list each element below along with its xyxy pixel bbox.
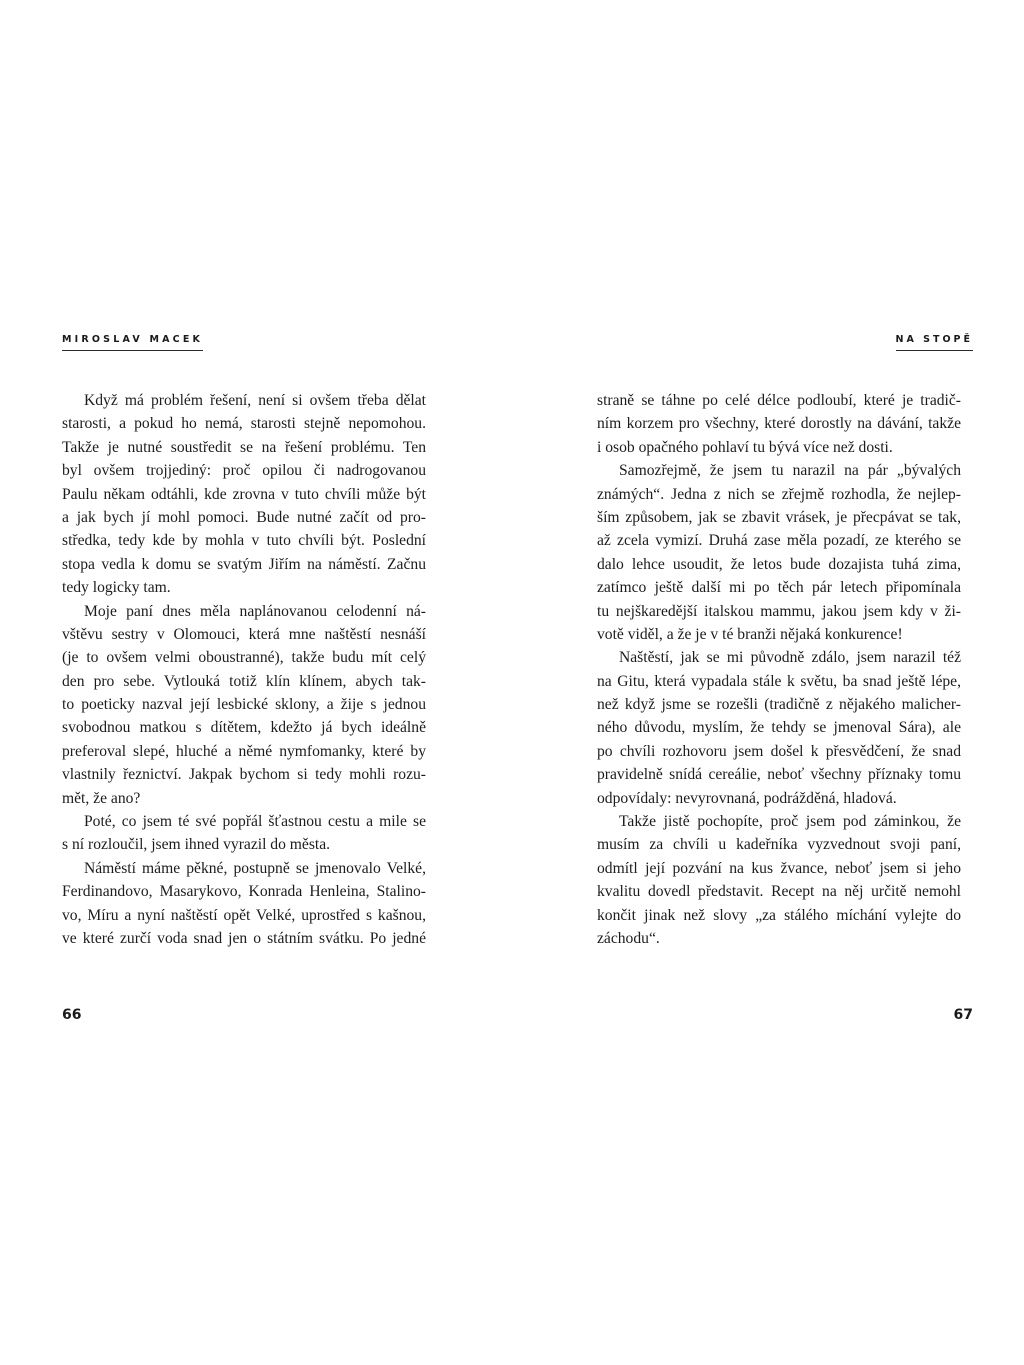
right-page bbox=[512, 0, 1024, 1365]
text-line: odmítl její pozvání na kus žvance, neboť jsem si jeho bbox=[597, 859, 961, 877]
text-line: známých“. Jedna z nich se zřejmě rozhodla, že nejlep- bbox=[597, 485, 961, 503]
text-line: zatímco ještě další mi po těch pár letech připomínala bbox=[597, 579, 961, 597]
text-line: pravidelně snídá cereálie, neboť všechny příznaky tomu bbox=[597, 766, 961, 784]
text-line: kvalitu dovedl představit. Recept na něj určitě nemohl bbox=[597, 883, 961, 901]
text-line: votě viděl, a že je v té branži nějaká konkurence! bbox=[597, 625, 903, 643]
text-line: stopa vedla k domu se svatým Jiřím na náměstí. Začnu bbox=[62, 555, 426, 573]
left-page-body-text bbox=[62, 389, 426, 950]
text-line: Takže je nutné soustředit se na řešení problému. Ten bbox=[62, 438, 426, 456]
text-line: vštěvu sestry v Olomouci, která mne naštěstí nesnáší bbox=[62, 625, 426, 643]
text-line: Samozřejmě, že jsem tu narazil na pár „bývalých bbox=[619, 462, 961, 480]
text-line: končit jinak než slovy „za stálého míchání vylejte do bbox=[597, 906, 961, 924]
page-number-right: 67 bbox=[953, 1007, 973, 1023]
text-line: než když jsme se rozešli (tradičně z nějakého malicher- bbox=[597, 696, 961, 714]
text-line: Ferdinandovo, Masarykovo, Konrada Henleina, Stalino- bbox=[62, 883, 426, 901]
text-line: na Gitu, která vypadala stále k světu, ba snad ještě lépe, bbox=[597, 672, 961, 690]
text-line: Takže jistě pochopíte, proč jsem pod záminkou, že bbox=[619, 813, 961, 831]
text-line: tu nejškaredější italskou mammu, jakou jsem kdy v ži- bbox=[597, 602, 961, 620]
text-line: mět, že ano? bbox=[62, 789, 141, 807]
text-line: a jak bych jí mohl pomoci. Bude nutné začít od pro- bbox=[62, 508, 426, 526]
text-line: vlastnily řeznictví. Jakpak bychom si tedy mohli rozu- bbox=[62, 766, 426, 784]
text-line: Paulu někam odtáhli, kde zrovna v tuto chvíli může být bbox=[62, 485, 426, 503]
text-line: po chvíli rozhovoru jsem došel k přesvědčení, že snad bbox=[597, 742, 961, 760]
text-line: ním korzem pro všechny, které dorostly na dávání, takže bbox=[597, 415, 961, 433]
text-line: starosti, a pokud ho nemá, starosti stejně nepomohou. bbox=[62, 415, 426, 433]
text-line: to poeticky nazval její lesbické sklony, a žije s jednou bbox=[62, 696, 426, 714]
text-line: středka, tedy kde by mohla v tuto chvíli být. Poslední bbox=[62, 532, 426, 550]
text-line: tedy logicky tam. bbox=[62, 579, 171, 597]
text-line: den pro sebe. Vytlouká totiž klín klínem, abych tak- bbox=[62, 672, 426, 690]
page-number-left: 66 bbox=[62, 1007, 82, 1023]
text-line: záchodu“. bbox=[597, 929, 660, 947]
text-line: dalo lehce usoudit, že letos bude dozajista tuhá zima, bbox=[597, 555, 961, 573]
text-line: Náměstí máme pěkné, postupně se jmenovalo Velké, bbox=[84, 859, 426, 877]
right-page-body-text bbox=[597, 389, 961, 950]
text-line: byl ovšem trojjediný: proč opilou či nadrogovanou bbox=[62, 462, 426, 480]
text-line: Naštěstí, jak se mi původně zdálo, jsem narazil též bbox=[619, 649, 961, 667]
text-line: Poté, co jsem té své popřál šťastnou cestu a mile se bbox=[84, 813, 426, 831]
text-line: odpovídaly: nevyrovnaná, podrážděná, hladová. bbox=[597, 789, 897, 807]
text-line: ného důvodu, myslím, že tehdy se jmenoval Sára), ale bbox=[597, 719, 961, 737]
text-line: Moje paní dnes měla naplánovanou celodenní ná- bbox=[84, 602, 426, 620]
text-line: Když má problém řešení, není si ovšem třeba dělat bbox=[84, 392, 426, 409]
text-line: s ní rozloučil, jsem ihned vyrazil do města. bbox=[62, 836, 331, 854]
text-line: i osob opačného pohlaví tu bývá více než dosti. bbox=[597, 438, 893, 456]
running-head-author: MIROSLAV MACEK bbox=[62, 334, 203, 351]
text-line: musím za chvíli u kadeřníka vyzvednout svoji paní, bbox=[597, 836, 961, 854]
text-line: až zcela vymizí. Druhá zase měla pozadí, ze kterého se bbox=[597, 532, 961, 550]
text-line: ším způsobem, jak se zbavit vrásek, je přecpávat se tak, bbox=[597, 508, 961, 526]
text-line: straně se táhne po celé délce podloubí, které je tradič- bbox=[597, 392, 961, 409]
text-line: vo, Míru a nyní naštěstí opět Velké, uprostřed s kašnou, bbox=[62, 906, 426, 924]
text-line: ve které zurčí voda snad jen o státním svátku. Po jedné bbox=[62, 929, 426, 947]
text-line: (je to ovšem velmi oboustranné), takže budu mít celý bbox=[62, 649, 426, 667]
text-line: preferoval slepé, hluché a němé nymfomanky, které by bbox=[62, 742, 426, 760]
running-head-title: NA STOPĚ bbox=[896, 334, 973, 351]
text-line: svobodnou matkou s dítětem, kdežto já bych ideálně bbox=[62, 719, 426, 737]
